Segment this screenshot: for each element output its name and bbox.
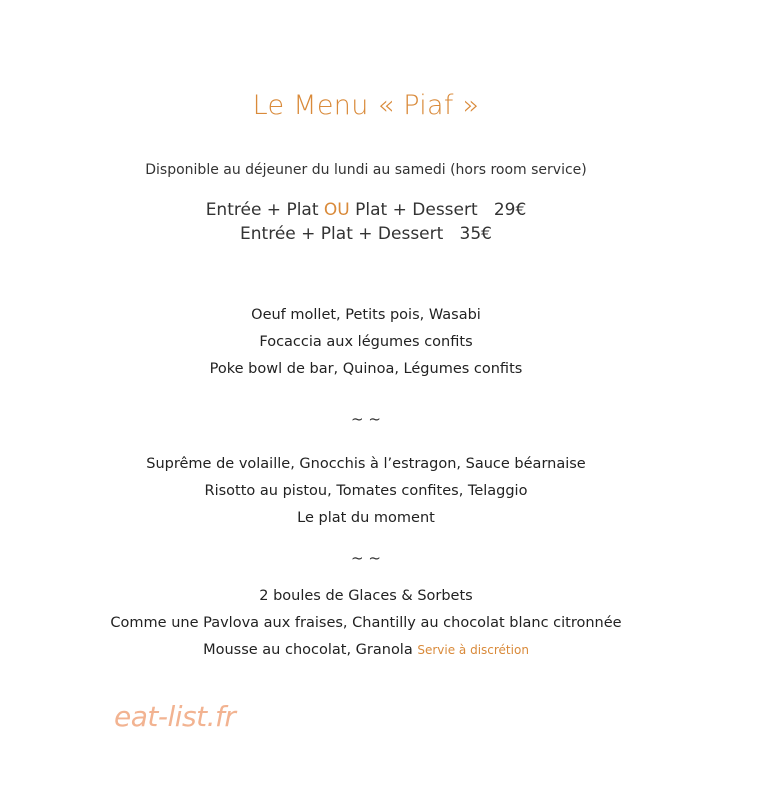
formula-1-or: OU — [323, 200, 350, 220]
dessert-note: Servie à discrétion — [417, 643, 529, 657]
dessert-item: 2 boules de Glaces & Sorbets — [259, 588, 473, 604]
availability-note: Disponible au déjeuner du lundi au samedi (hors room service) — [145, 162, 587, 178]
main-item: Risotto au pistou, Tomates confites, Telaggio — [204, 483, 528, 499]
section-separator: ~ ~ — [351, 549, 381, 567]
formula-starter-main-dessert — [0, 224, 732, 244]
formula-2-label: Entrée + Plat + Dessert — [240, 224, 444, 244]
dessert-item — [0, 642, 732, 658]
formula-1-part-b: Plat + Dessert — [349, 200, 478, 220]
formula-1-price: 29€ — [493, 200, 527, 220]
formula-1-part-a: Entrée + Plat — [205, 200, 324, 220]
starter-item: Focaccia aux légumes confits — [259, 334, 473, 350]
formula-2-price: 35€ — [459, 224, 492, 244]
starter-item: Oeuf mollet, Petits pois, Wasabi — [251, 307, 481, 323]
section-separator: ~ ~ — [351, 410, 381, 428]
main-item: Le plat du moment — [297, 510, 435, 526]
dessert-item-label: Mousse au chocolat, Granola — [203, 642, 413, 658]
watermark-logo: eat-list.fr — [114, 700, 236, 733]
main-item: Suprême de volaille, Gnocchis à l’estragon, Sauce béarnaise — [146, 456, 586, 472]
dessert-item: Comme une Pavlova aux fraises, Chantilly au chocolat blanc citronnée — [110, 615, 622, 631]
menu-title: Le Menu « Piaf » — [252, 90, 480, 121]
formula-starter-main-or-main-dessert — [0, 200, 732, 220]
starter-item: Poke bowl de bar, Quinoa, Légumes confits — [209, 361, 523, 377]
